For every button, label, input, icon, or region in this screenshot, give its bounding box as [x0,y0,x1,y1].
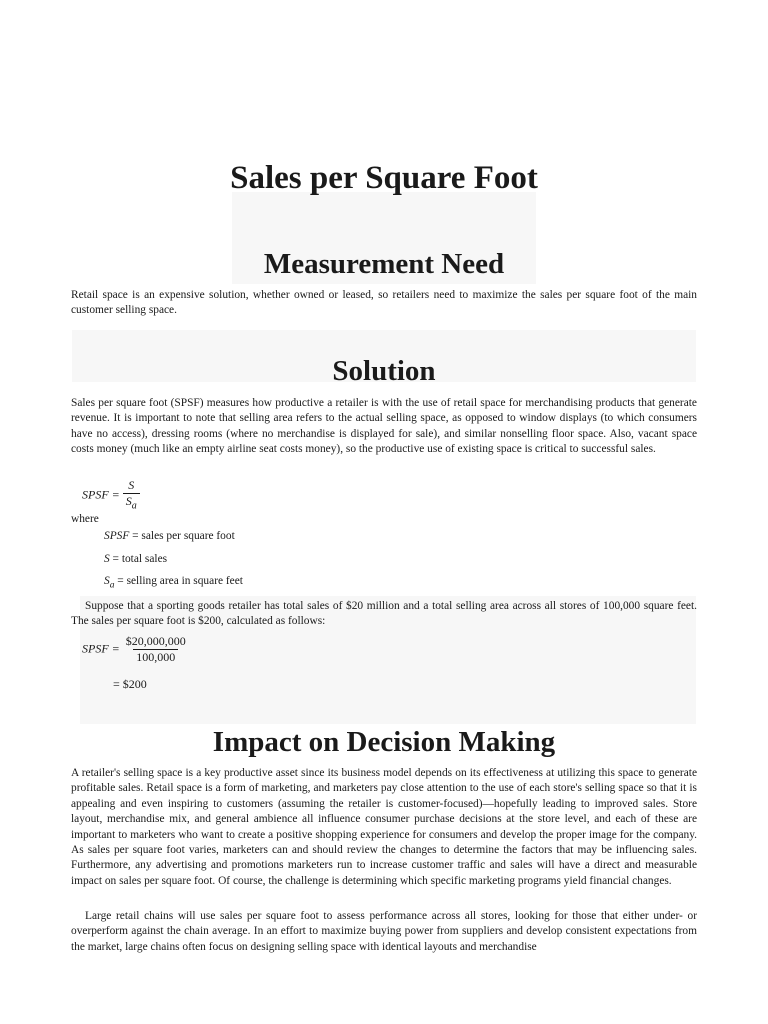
solution-paragraph: Sales per square foot (SPSF) measures how productive a retailer is with the use of retail space for merchandising products that generate revenue. It is important to note that selling area refers to the actual selling space, as opposed to window displays (to which consumers have no access), dressing rooms (where no merchandise is displayed for sale), and similar nonselling floor space. Also, vacant space costs money (much like an empty airline seat costs money), so the productive use of existing space is critical to successful sales. [71,397,697,456]
measurement-need-paragraph: Retail space is an expensive solution, whether owned or leased, so retailers need to maximize the sales per square foot of the main customer selling space. [71,289,697,317]
example-formula-numerator: $20,000,000 [125,634,186,648]
formula-denominator-symbol: S [125,494,132,508]
section-heading-solution: Solution [332,355,436,387]
spsf-formula [82,478,140,513]
example-formula-result: = $200 [113,677,147,691]
definition-text: = selling area in square feet [114,575,243,587]
definition-spsf [104,529,235,544]
definition-symbol: S [104,575,110,587]
example-formula-denominator: 100,000 [133,649,178,665]
formula-lhs: SPSF = [82,487,120,502]
formula-denominator-sub: a [131,500,137,512]
document-title: Sales per Square Foot [230,160,538,196]
example-formula-lhs: SPSF = [82,641,120,656]
impact-paragraph-1: A retailer's selling space is a key productive asset since its business model depends on its effectiveness at utilizing this space to generate profitable sales. Retail space is a form of marketing, and marketers pay close attention to the use of each store's selling space so that it is appealing and even inspiring to customers (assuming the retailer is customer-focused)—hopefully leading to improved sales. Store layout, merchandise mix, and general ambience all influence consumer purchase decisions at the store level, and each of these are important to marketers who want to create a positive shopping experience for consumers and develop the proper image for the company. As sales per square foot varies, marketers can and should review the changes to determine the factors that may be influencing sales. Furthermore, any advertising and promotions marketers run to increase customer traffic and sales will have a direct and measurable impact on sales per square foot. Of course, the challenge is determining which specific marketing programs yield financial changes. [71,767,697,887]
definition-selling-area [104,574,243,593]
definition-text: = sales per square foot [129,530,235,542]
section-heading-impact: Impact on Decision Making [212,726,556,758]
example-formula-fraction [123,634,189,665]
impact-paragraph-2: Large retail chains will use sales per square foot to assess performance across all stores, looking for those that either under- or overperform against the chain average. In an effort to maximize buying power from suppliers and develop consistent expectations from the market, large chains often focus on designing selling space with identical layouts and merchandise [71,910,697,953]
definition-subscript: a [109,580,115,591]
example-formula [82,634,189,665]
definition-text: = total sales [109,553,168,565]
example-paragraph: Suppose that a sporting goods retailer has total sales of $20 million and a total selling area across all stores of 100,000 square feet. The sales per square foot is $200, calculated as follows: [71,600,697,628]
where-label: where [71,513,99,525]
formula-fraction [123,478,140,513]
formula-denominator [123,493,140,513]
definition-symbol: SPSF [104,530,130,542]
definition-total-sales [104,552,167,567]
formula-numerator: S [128,478,135,492]
section-heading-measurement-need: Measurement Need [263,248,505,280]
definition-symbol: S [104,553,110,565]
